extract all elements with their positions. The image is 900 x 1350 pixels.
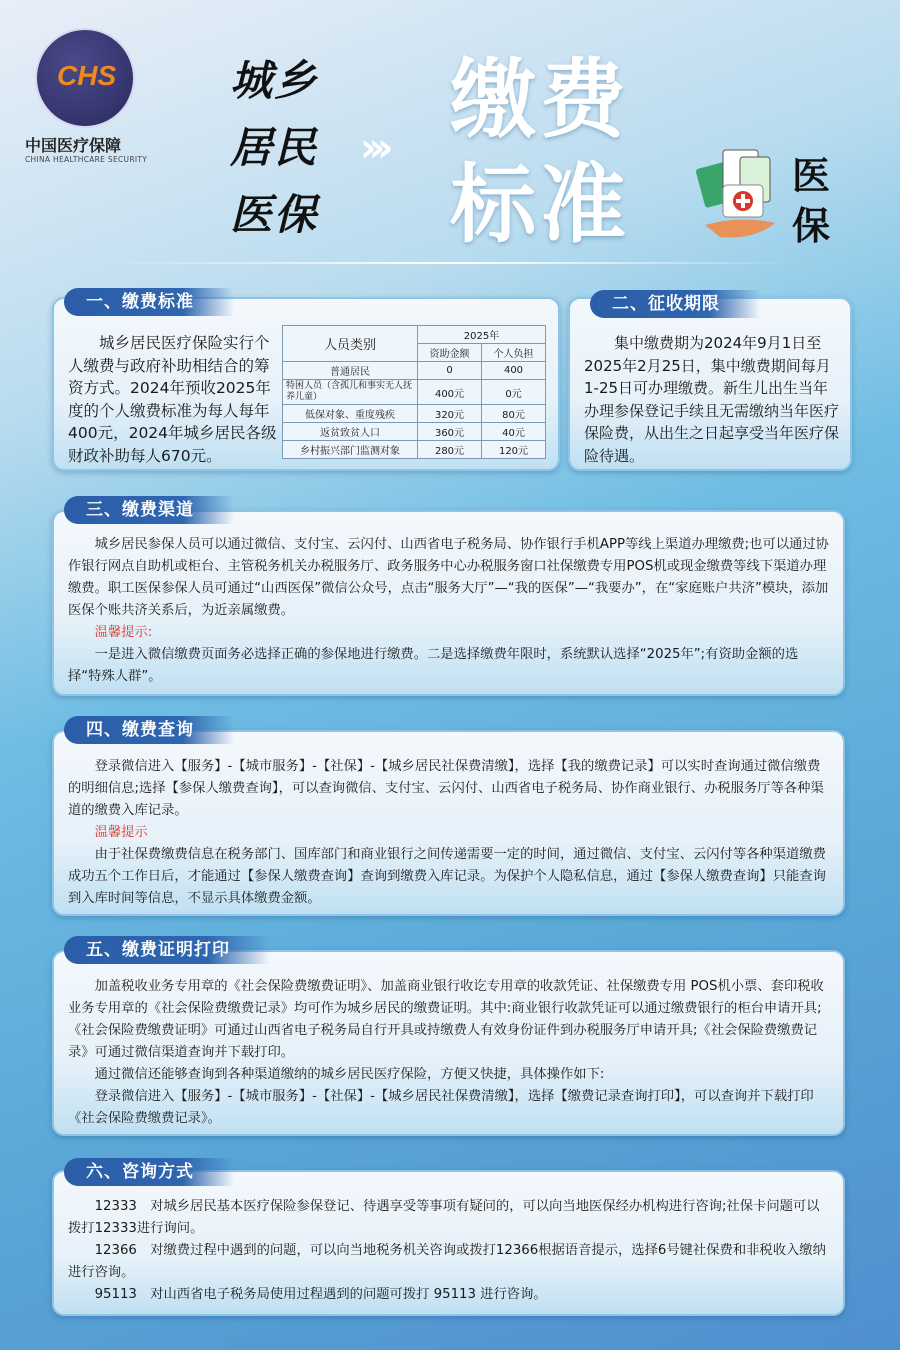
chs-logo: CHS xyxy=(35,28,135,128)
side-char: 医 xyxy=(792,154,831,198)
medical-kit-icon xyxy=(695,145,780,240)
table-row xyxy=(283,423,546,441)
arrows-icon: ››› xyxy=(360,125,386,171)
cell-category: 普通居民 xyxy=(283,362,418,380)
fee-table xyxy=(282,325,546,459)
cell-personal: 0元 xyxy=(482,380,546,405)
paragraph: 12333 对城乡居民基本医疗保险参保登记、待遇享受等事项有疑问的，可以向当地医保经办机构进行咨询;社保卡问题可以拨打12333进行询问。 xyxy=(68,1199,820,1236)
cell-personal: 80元 xyxy=(482,405,546,423)
th-subsidy: 资助金额 xyxy=(418,344,482,362)
subtitle-line: 城乡 xyxy=(230,56,319,105)
paragraph: 95113 对山西省电子税务局使用过程遇到的问题可拨打 95113 进行咨询。 xyxy=(94,1287,547,1302)
paragraph: 登录微信进入【服务】-【城市服务】-【社保】-【城乡居民社保费清缴】，选择【我的缴费记录】可以实时查询通过微信缴费的明细信息;选择【参保人缴费查询】，可以查询微信、支付宝、云闪付、山西省电子税务局、协作商业银行、办税服务厅等各种渠道的缴费入库记录。 xyxy=(68,759,824,818)
section-text: 城乡居民医疗保险实行个人缴费与政府补助相结合的筹资方式。2024年预收2025年度的个人缴费标准为每人每年400元，2024年城乡居民各级财政补助每人670元。 xyxy=(68,334,277,465)
main-title-line: 缴费 xyxy=(450,50,630,150)
tip-label: 温馨提示: xyxy=(94,625,153,640)
side-char: 保 xyxy=(792,204,831,248)
poster-header xyxy=(0,0,900,270)
divider xyxy=(100,262,800,264)
section-title: 三、缴费渠道 xyxy=(64,496,234,524)
cell-category: 返贫致贫人口 xyxy=(283,423,418,441)
section-consultation xyxy=(52,1170,845,1316)
cell-category: 低保对象、重度残疾 xyxy=(283,405,418,423)
org-name-en: CHINA HEALTHCARE SECURITY xyxy=(25,155,148,164)
paragraph: 一是进入微信缴费页面务必选择正确的参保地进行缴费。二是选择缴费年限时，系统默认选择“2025年”;有资助金额的选择“特殊人群”。 xyxy=(68,647,799,684)
cell-personal: 40元 xyxy=(482,423,546,441)
table-row xyxy=(283,405,546,423)
table-row xyxy=(283,441,546,459)
cell-subsidy: 280元 xyxy=(418,441,482,459)
section-title: 四、缴费查询 xyxy=(64,716,234,744)
cell-category: 特困人员（含孤儿和事实无人抚养儿童） xyxy=(283,380,418,405)
org-name-cn: 中国医疗保障 xyxy=(25,136,122,155)
section-title: 一、缴费标准 xyxy=(64,288,234,316)
table-row xyxy=(283,380,546,405)
cell-personal: 120元 xyxy=(482,441,546,459)
paragraph: 12366 对缴费过程中遇到的问题，可以向当地税务机关咨询或拨打12366根据语音提示，选择6号键社保费和非税收入缴纳进行咨询。 xyxy=(68,1243,826,1280)
cell-personal: 400 xyxy=(482,362,546,380)
section-fee-standard xyxy=(52,297,560,471)
section-payment-channels xyxy=(52,510,845,696)
section-title: 二、征收期限 xyxy=(590,290,760,318)
cell-category: 乡村振兴部门监测对象 xyxy=(283,441,418,459)
paragraph: 加盖税收业务专用章的《社会保险费缴费证明》、加盖商业银行收讫专用章的收款凭证、社保缴费专用 POS机小票、套印税收业务专用章的《社会保险费缴费记录》均可作为城乡居民的缴费证明。其中:商业银行收款凭证可以通过缴费银行的柜台申请开具;《社会保险费缴费证明》可通过山西省电子税务局自行开具或持缴费人有效身份证件到办税服务厅申请开具;《社会保险费缴费记录》可通过微信渠道查询并下载打印。 xyxy=(68,979,824,1060)
section-collection-period xyxy=(568,297,852,471)
section-title: 五、缴费证明打印 xyxy=(64,936,270,964)
th-personal: 个人负担 xyxy=(482,344,546,362)
th-year: 2025年 xyxy=(418,326,546,344)
th-category: 人员类别 xyxy=(283,326,418,362)
cell-subsidy: 360元 xyxy=(418,423,482,441)
cell-subsidy: 0 xyxy=(418,362,482,380)
section-payment-certificate xyxy=(52,950,845,1136)
cell-subsidy: 400元 xyxy=(418,380,482,405)
paragraph: 登录微信进入【服务】-【城市服务】-【社保】-【城乡居民社保费清缴】，选择【缴费记录查询打印】，可以查询并下载打印《社会保险费缴费记录》。 xyxy=(68,1089,814,1126)
section-payment-query xyxy=(52,730,845,916)
subtitle-line: 医保 xyxy=(230,190,319,239)
paragraph: 城乡居民参保人员可以通过微信、支付宝、云闪付、山西省电子税务局、协作银行手机APP等线上渠道办理缴费;也可以通过协作银行网点自助机或柜台、主管税务机关办税服务厅、政务服务中心办税服务窗口社保缴费专用POS机或现金缴费等线下渠道办理缴费。职工医保参保人员可通过“山西医保”微信公众号，点击“服务大厅”—“我的医保”—“我要办”，在“家庭账户共济”模块，添加医保个账共济关系后，为近亲属缴费。 xyxy=(68,537,829,618)
main-title-line: 标准 xyxy=(450,155,630,255)
cell-subsidy: 320元 xyxy=(418,405,482,423)
paragraph: 由于社保费缴费信息在税务部门、国库部门和商业银行之间传递需要一定的时间，通过微信、支付宝、云闪付等各种渠道缴费成功五个工作日后，才能通过【参保人缴费查询】查询到缴费入库记录。为保护个人隐私信息，通过【参保人缴费查询】只能查询到入库时间等信息，不显示具体缴费金额。 xyxy=(68,847,826,906)
tip-label: 温馨提示 xyxy=(94,825,148,840)
section-title: 六、咨询方式 xyxy=(64,1158,234,1186)
section-text: 集中缴费期为2024年9月1日至2025年2月25日，集中缴费期间每月1-25日可办理缴费。新生儿出生当年办理参保登记手续且无需缴纳当年医疗保险费，从出生之日起享受当年医疗保险待遇。 xyxy=(584,334,840,465)
table-row xyxy=(283,362,546,380)
paragraph: 通过微信还能够查询到各种渠道缴纳的城乡居民医疗保险，方便又快捷，具体操作如下: xyxy=(94,1067,605,1082)
subtitle-line: 居民 xyxy=(230,123,319,172)
